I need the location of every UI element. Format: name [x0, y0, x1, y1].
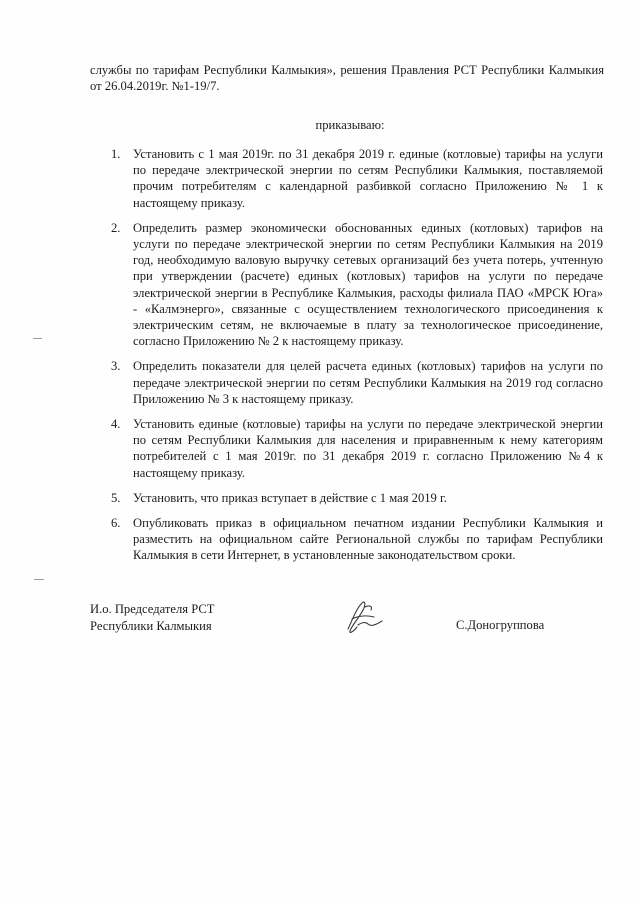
clause-5 — [111, 490, 603, 506]
clause-3 — [111, 358, 603, 407]
clause-text: Опубликовать приказ в официальном печатном издании Республики Калмыкия и разместить на официальном сайте Региональной службы по тарифам Республики Калмыкия в сети Интернет, в установленные законодательством сроки. — [133, 516, 603, 563]
clause-4 — [111, 416, 603, 481]
intro-paragraph: службы по тарифам Республики Калмыкия», решения Правления РСТ Республики Калмыкия от 26.04.2019г. №1-19/7. — [90, 63, 604, 93]
clause-6 — [111, 515, 603, 564]
handwritten-signature-icon — [338, 595, 386, 637]
order-clauses — [111, 146, 603, 573]
clause-text: Определить размер экономически обоснованных единых (котловых) тарифов на услуги по передаче электрической энергии по сетям Республики Калмыкия на 2019 год, необходимую валовую выручку сетевых организаций без учета потерь, учтенную при утверждении (расчете) единых (котловых) тарифов на услуги по передаче электрической энергии в Республике Калмыкия, расходы филиала ПАО «МРСК Юга» - «Калмэнерго», связанные с осуществлением технологического присоединения к электрическим сетям, не включаемые в плату за технологическое присоединение, согласно Приложению № 2 к настоящему приказу. — [133, 220, 603, 349]
clause-number: 3. — [111, 359, 121, 374]
signatory-name: С.Доногруппова — [456, 618, 545, 632]
signatory-title-line-1: И.о. Председателя РСТ — [90, 602, 215, 616]
signature-block — [90, 601, 610, 641]
clause-number: 2. — [111, 220, 121, 235]
clause-number: 5. — [111, 490, 121, 505]
order-heading: приказываю: — [315, 118, 385, 132]
clause-text: Установить с 1 мая 2019г. по 31 декабря 2019 г. единые (котловые) тарифы на услуги по передаче электрической энергии по сетям Республики Калмыкия, поставляемой прочим потребителям с календарной разбивкой согласно Приложению № 1 к настоящему приказу. — [133, 147, 603, 210]
scan-mark — [33, 338, 42, 339]
clause-text: Установить, что приказ вступает в действие с 1 мая 2019 г. — [133, 490, 447, 505]
clause-number: 1. — [111, 147, 121, 161]
clause-1 — [111, 146, 603, 211]
signatory-title — [90, 601, 214, 635]
clause-number: 6. — [111, 516, 121, 531]
clause-text: Установить единые (котловые) тарифы на услуги по передаче электрической энергии по сетям Республики Калмыкия для населения и приравненным к нему категориям потребителей с 1 мая 2019г. по 31 декабря 2019 г. согласно Приложению №4 к настоящему приказу. — [133, 417, 603, 480]
signatory-title-line-2: Республики Калмыкия — [90, 619, 212, 633]
clause-text: Определить показатели для целей расчета единых (котловых) тарифов на услуги по передаче электрической энергии по сетям Республики Калмыкия на 2019 год согласно Приложению № 3 к настоящему приказу. — [133, 359, 603, 406]
clause-number: 4. — [111, 417, 121, 432]
clause-2 — [111, 220, 603, 350]
scan-mark — [34, 579, 44, 580]
